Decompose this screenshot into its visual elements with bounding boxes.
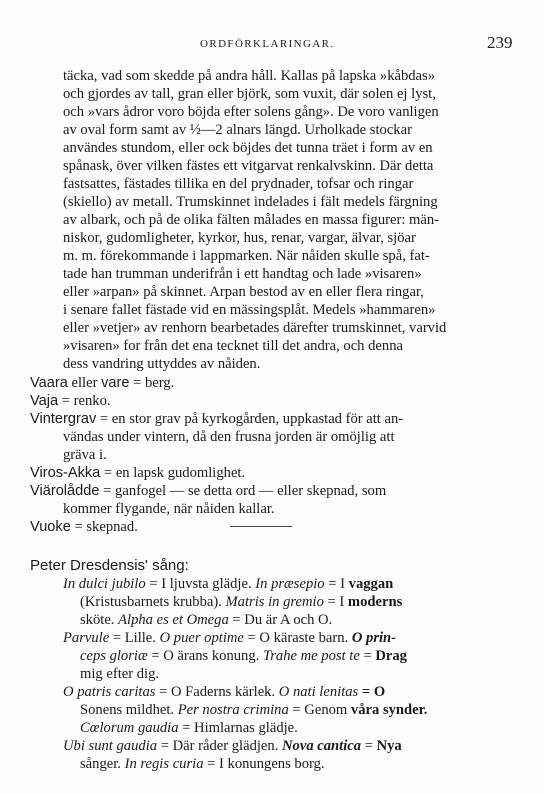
entry-continuation: gräva i. (63, 447, 107, 463)
glossary-entry (30, 392, 111, 410)
song-line (80, 611, 332, 629)
latin-phrase: Parvule (63, 630, 110, 646)
latin-phrase: In dulci jubilo (63, 576, 146, 592)
song-line (63, 629, 396, 647)
text-line: niskor, gudomligheter, kyrkor, hus, renar, vargar, älvar, sjöar (63, 230, 416, 246)
translation: = O (358, 684, 386, 700)
translation: = Där råder glädjen. (157, 738, 282, 754)
translation: våra synder. (350, 702, 428, 718)
entry-headword: Vaara (30, 375, 68, 391)
entry-headword: Vuoke (30, 519, 71, 535)
text-line: av oval form samt av ½—2 alnars längd. Urholkade stockar (63, 122, 412, 138)
translation: = Genom (288, 702, 351, 718)
translation: = (361, 738, 377, 754)
running-head: ORDFÖRKLARINGAR. (200, 38, 335, 50)
entry-headword: Viros-Akka (30, 465, 101, 481)
text-line: av albark, och på de olika fälten målades en massa figurer: män- (63, 212, 440, 228)
latin-phrase: Alpha es et Omega (118, 612, 229, 628)
translation: = O Faderns kärlek. (155, 684, 279, 700)
text-line: fastsattes, fästades tillika en del prydnader, tofsar och ringar (63, 176, 414, 192)
glossary-entry (30, 464, 245, 482)
text-line: (skiello) av metall. Trumskinnet indelades i fält medels färgning (63, 194, 438, 210)
entry-headword: Vaja (30, 393, 59, 409)
page-number: 239 (487, 33, 513, 52)
entry-definition: = en lapsk gudomlighet. (100, 465, 246, 481)
text-line: täcka, vad som skedde på andra håll. Kallas på lapska »kåbdas» (63, 68, 436, 84)
text-line: eller »vetjer» av renhorn bearbetades därefter trumskinnet, varvid (63, 320, 447, 336)
translation: = Lille. (109, 630, 160, 646)
translation: (Kristusbarnets krubba). (80, 594, 226, 610)
translation: sånger. (80, 756, 125, 772)
entry-definition: = en stor grav på kyrkogården, uppkastad för att an- (96, 411, 404, 427)
latin-phrase: Ubi sunt gaudia (63, 738, 158, 754)
text-line: dess vandring uttyddes av nåiden. (63, 356, 261, 372)
text-line: tade han trumman underifrån i ett handtag och lade »visaren» (63, 266, 422, 282)
song-line (63, 575, 393, 593)
translation: = O käraste barn. (243, 630, 352, 646)
latin-phrase: O nati lenitas (278, 684, 359, 700)
translation: = I konungens borg. (203, 756, 325, 772)
latin-phrase: O prin- (351, 630, 397, 646)
glossary-entry (30, 482, 386, 500)
text-line: »visaren» for från det ena tecknet till det andra, och denna (63, 338, 403, 354)
latin-phrase: Nova cantica (282, 738, 362, 754)
entry-headword: Viärolådde (30, 483, 100, 499)
song-line (80, 647, 407, 665)
song-line (63, 737, 402, 755)
translation: vaggan (348, 576, 394, 592)
translation: Nya (376, 738, 402, 754)
text-line: eller »arpan» på skinnet. Arpan bestod av en eller flera ringar, (63, 284, 424, 300)
entry-text: eller (67, 375, 102, 391)
section-title: Peter Dresdensis' sång: (30, 557, 189, 574)
translation: sköte. (80, 612, 119, 628)
entry-definition: = skepnad. (70, 519, 138, 535)
latin-phrase: Per nostra crimina (177, 702, 289, 718)
song-line (80, 701, 427, 719)
entry-headword: vare (101, 375, 130, 391)
latin-phrase: Matris in gremio (225, 594, 324, 610)
text-line: i senare fallet fästade vid en mässingsplåt. Medels »hammaren» (63, 302, 436, 318)
text-line: och gjordes av tall, gran eller björk, som vuxit, där solen ej lyst, (63, 86, 436, 102)
translation: = (359, 648, 376, 664)
latin-phrase: Cœlorum gaudia (80, 720, 179, 736)
text-line: och »vars ådror voro böjda efter solens gång». De voro vanligen (63, 104, 439, 120)
translation: Drag (375, 648, 407, 664)
translation: moderns (347, 594, 403, 610)
translation: = Himlarnas glädje. (178, 720, 298, 736)
song-line: mig efter dig. (80, 666, 160, 682)
entry-headword: Vintergrav (30, 411, 97, 427)
latin-phrase: Trahe me post te (262, 648, 360, 664)
entry-continuation: vändas under vintern, då den frusna jorden är omöjlig att (63, 429, 395, 445)
glossary-entry (30, 374, 174, 392)
text-line: spånask, över vilken fästes ett vitgarvat renkalvskinn. Där detta (63, 158, 434, 174)
song-line (80, 719, 298, 737)
translation: Sonens mildhet. (80, 702, 178, 718)
text-line: användes stundom, eller ock böjdes det tunna träet i form av en (63, 140, 433, 156)
translation: = O ärans konung. (147, 648, 263, 664)
latin-phrase: ceps gloriæ (80, 648, 148, 664)
text-line: m. m. förekommande i lappmarken. När nåiden skulle spå, fat- (63, 248, 430, 264)
song-line (80, 755, 325, 773)
translation: = Du är A och O. (228, 612, 333, 628)
song-line (63, 683, 385, 701)
latin-phrase: O patris caritas (63, 684, 156, 700)
latin-phrase: In regis curia (124, 756, 204, 772)
section-divider (230, 526, 292, 527)
glossary-entry (30, 518, 138, 536)
translation: = I ljuvsta glädje. (145, 576, 256, 592)
glossary-entry (30, 410, 403, 428)
translation: = I (324, 576, 349, 592)
entry-continuation: kommer flygande, när nåiden kallar. (63, 501, 275, 517)
entry-definition: = berg. (129, 375, 175, 391)
entry-definition: = ganfogel — se detta ord — eller skepnad, som (99, 483, 387, 499)
latin-phrase: In præsepio (255, 576, 325, 592)
translation: = I (323, 594, 348, 610)
song-line (80, 593, 402, 611)
latin-phrase: O puer optime (159, 630, 244, 646)
entry-definition: = renko. (58, 393, 111, 409)
